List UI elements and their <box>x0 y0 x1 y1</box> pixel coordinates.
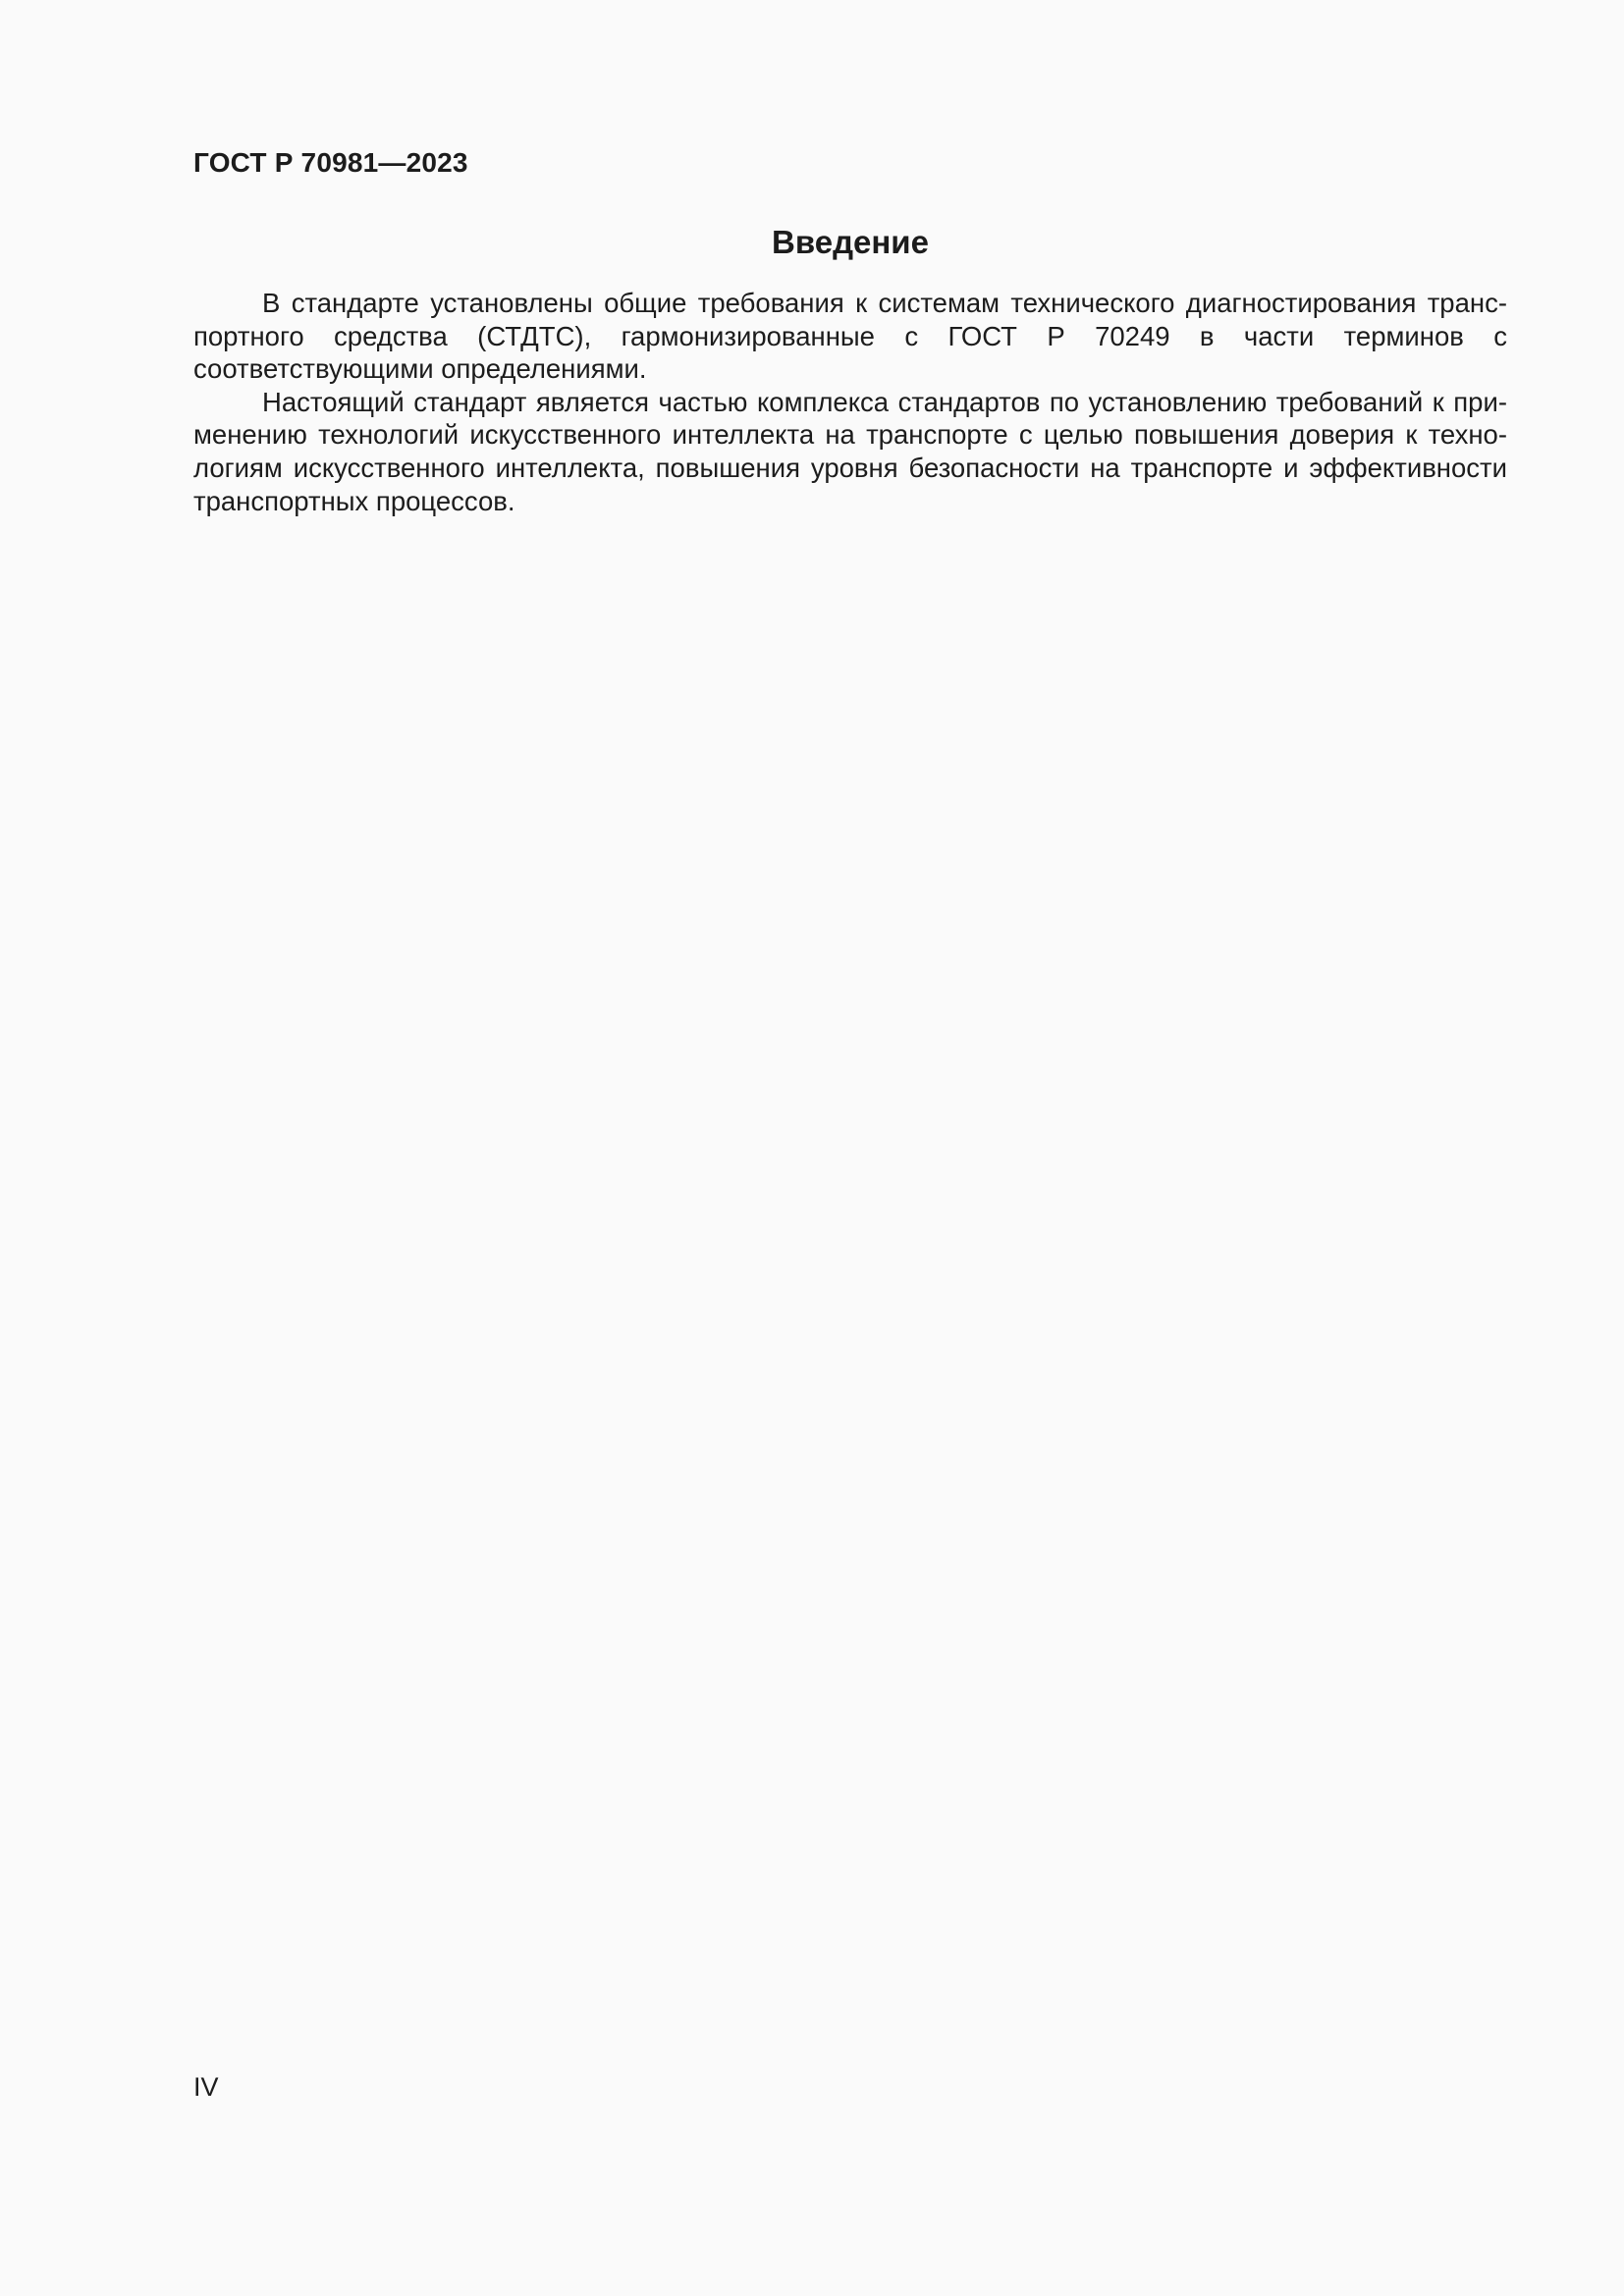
paragraph-1: В стандарте установлены общие требования к системам технического диагностирования транспортного средства (СТДТС), гармонизированные с ГОСТ Р 70249 в части терминов с соответствующими определениями. <box>193 288 1507 385</box>
section-body <box>193 287 1507 517</box>
section-title: Введение <box>772 224 929 260</box>
document-code-header: ГОСТ Р 70981—2023 <box>193 147 468 178</box>
page-number: IV <box>193 2072 219 2102</box>
paragraph-2: Настоящий стандарт является частью комплекса стандартов по установлению требований к применению технологий искусственного интеллекта на транспорте с целью повышения доверия к технологиям искусственного интеллекта, повышения уровня безопасности на транспорте и эффективности транспортных процессов. <box>193 386 1507 516</box>
